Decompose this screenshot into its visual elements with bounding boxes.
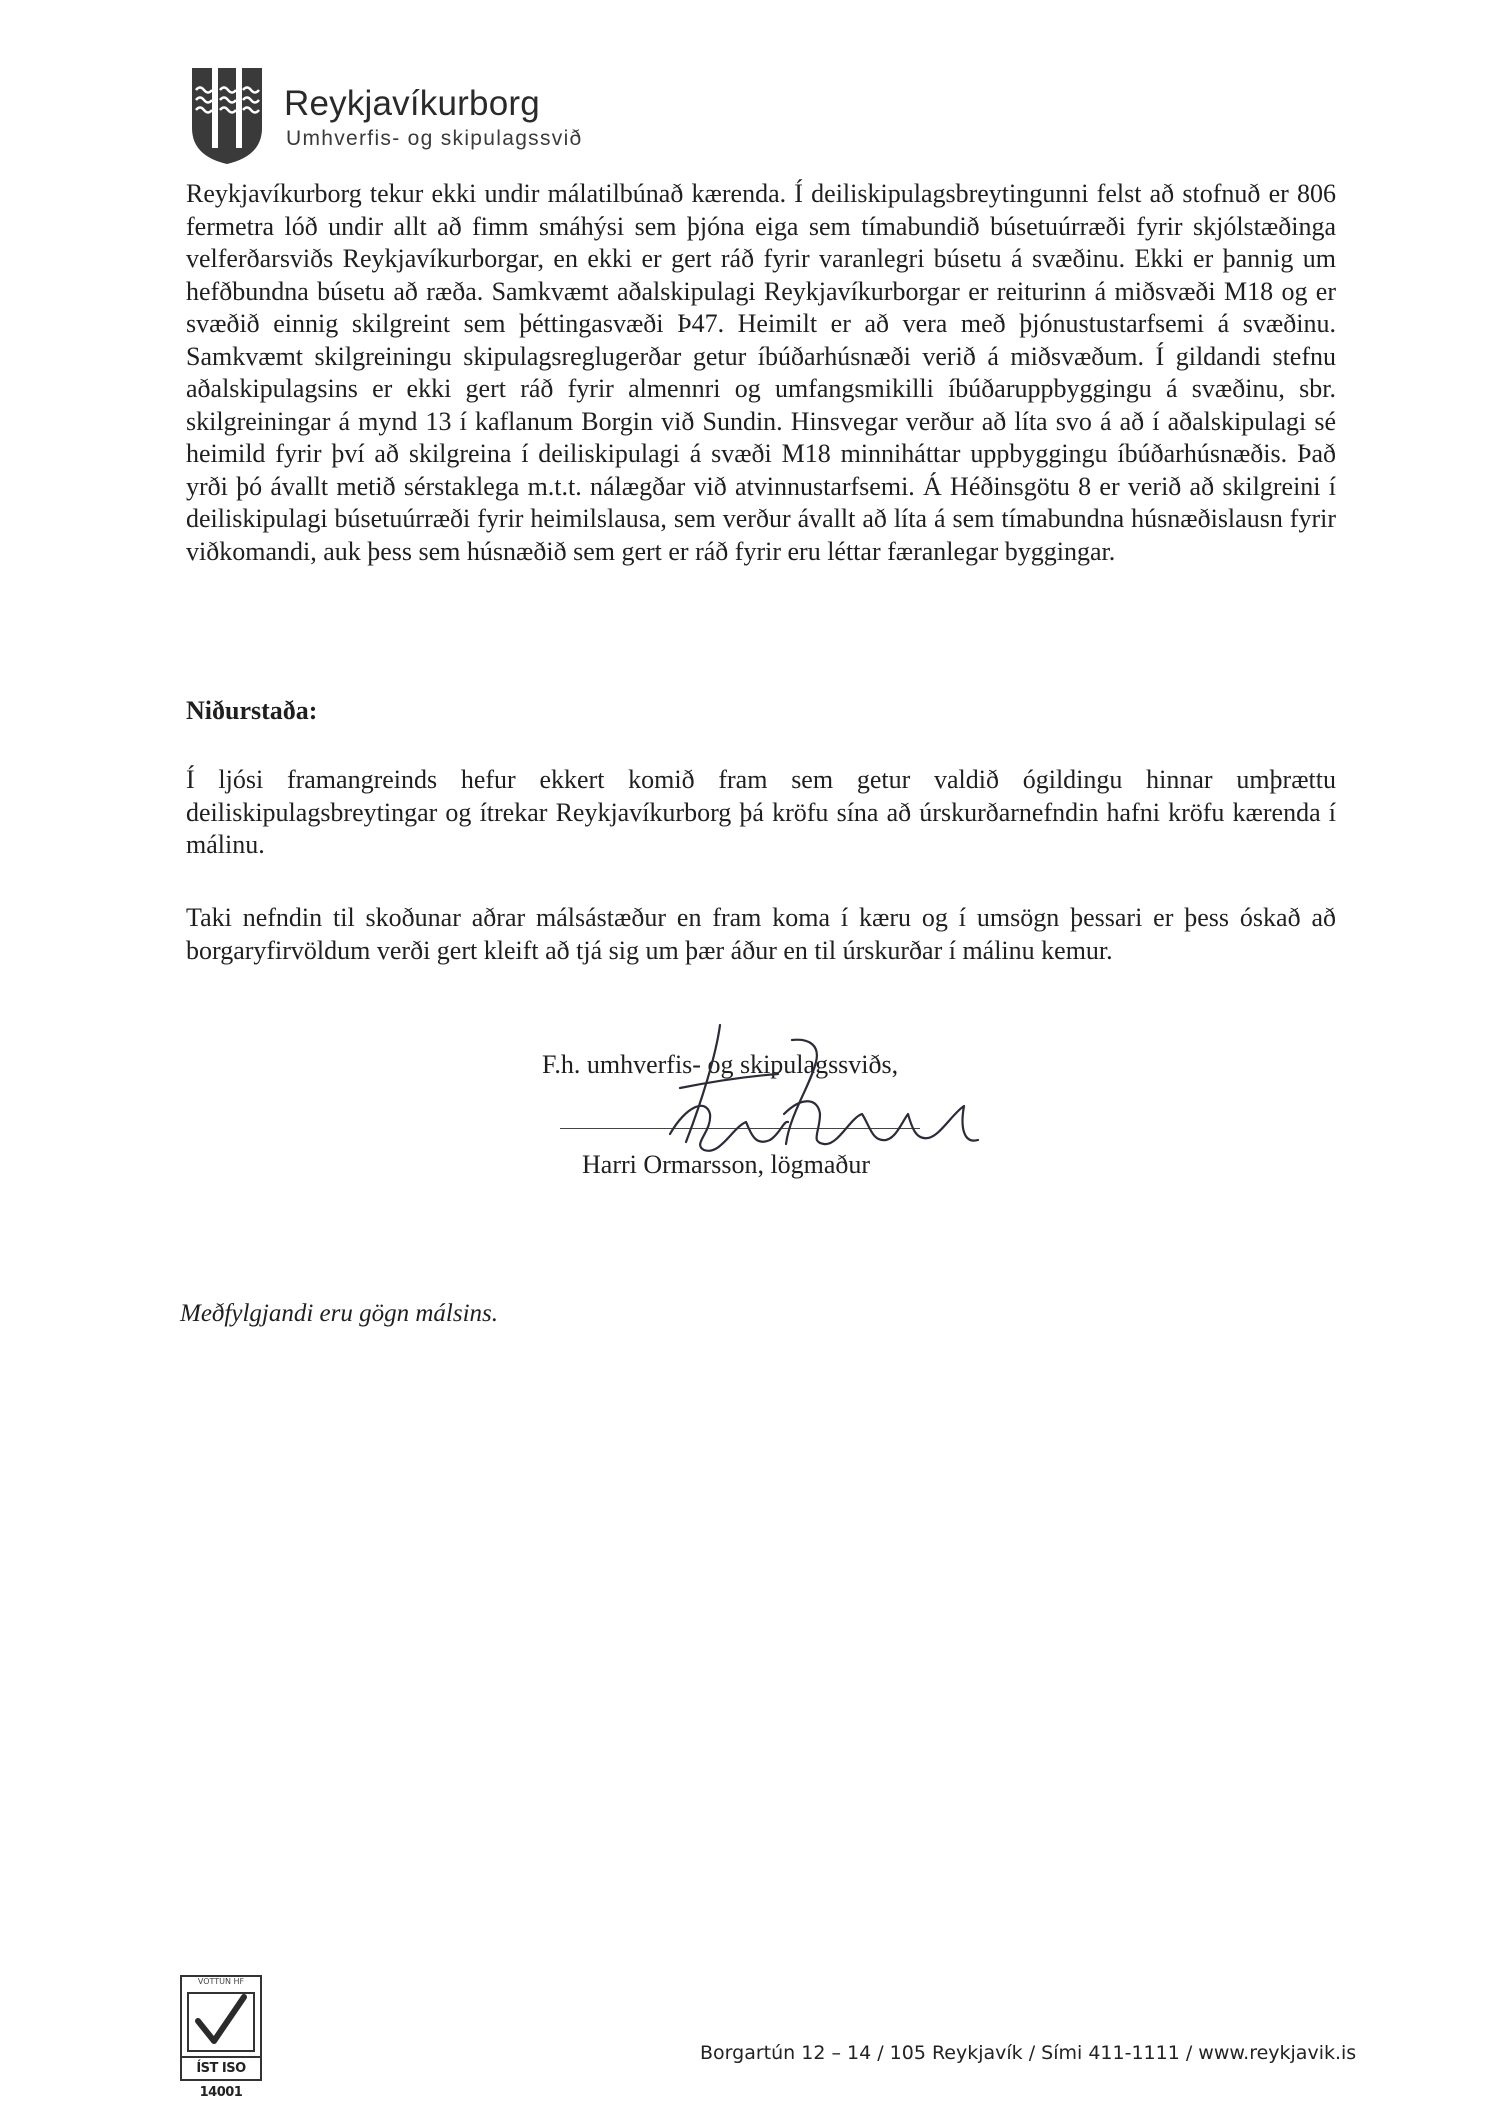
iso-badge-label: ÍST ISO 14001 bbox=[196, 2061, 246, 2100]
signature-line bbox=[560, 1128, 920, 1129]
iso-certification-badge bbox=[180, 1975, 262, 2100]
body-paragraph-1: Reykjavíkurborg tekur ekki undir málatilbúnað kærenda. Í deiliskipulagsbreytingunni felst að stofnuð er 806 fermetra lóð undir allt að fimm smáhýsi sem þjóna eiga sem tímabundið búsetuúrræði fyrir skjólstæðinga velferðarsviðs Reykjavíkurborgar, en ekki er gert ráð fyrir varanlegri búsetu á svæðinu. Ekki er þannig um hefðbundna búsetu að ræða. Samkvæmt aðalskipulagi Reykjavíkurborgar er reiturinn á miðsvæði M18 og er svæðið einnig skilgreint sem þéttingasvæði Þ47. Heimilt er að vera með þjónustustarfsemi á svæðinu. Samkvæmt skilgreiningu skipulagsreglugerðar getur íbúðarhúsnæði verið á miðsvæðum. Í gildandi stefnu aðalskipulagsins er ekki gert ráð fyrir almennri og umfangsmikilli íbúðaruppbyggingu á svæðinu, sbr. skilgreiningar á mynd 13 í kaflanum Borgin við Sundin. Hinsvegar verður að líta svo á að í aðalskipulagi sé heimild fyrir því að skilgreina í deiliskipulagi á svæði M18 minniháttar uppbyggingu íbúðarhúsnæðis. Það yrði þó ávallt metið sérstaklega m.t.t. nálægðar við atvinnustarfsemi. Á Héðinsgötu 8 er verið að skilgreini í deiliskipulagi búsetuúrræði fyrir heimilslausa, sem verður ávallt að líta á sem tímabundna húsnæðislausn fyrir viðkomandi, auk þess sem húsnæðið sem gert er ráð fyrir eru léttar færanlegar byggingar. bbox=[186, 179, 1336, 566]
body-paragraph-2: Í ljósi framangreinds hefur ekkert komið fram sem getur valdið ógildingu hinnar umþrættu deiliskipulagsbreytingar og ítrekar Reykjavíkurborg þá kröfu sína að úrskurðarnefndin hafni kröfu kærenda í málinu. bbox=[186, 765, 1336, 859]
org-name: Reykjavíkurborg bbox=[284, 84, 540, 123]
signature-block bbox=[520, 1010, 1080, 1210]
iso-badge-top-label: VOTTUN HF bbox=[197, 1977, 245, 1986]
handwritten-signature bbox=[520, 1010, 1080, 1210]
body-paragraph-3: Taki nefndin til skoðunar aðrar málsástæður en fram koma í kæru og í umsögn þessari er þess óskað að borgaryfirvöldum verði gert kleift að tjá sig um þær áður en til úrskurðar í málinu kemur. bbox=[186, 903, 1336, 965]
enclosure-note: Meðfylgjandi eru gögn málsins. bbox=[180, 1300, 499, 1327]
footer-address: Borgartún 12 – 14 / 105 Reykjavík / Sími 411-1111 / www.reykjavik.is bbox=[700, 2042, 1357, 2064]
signature-on-behalf: F.h. umhverfis- og skipulagssviðs, bbox=[542, 1050, 899, 1079]
conclusion-heading: Niðurstaða: bbox=[186, 696, 318, 725]
department-name: Umhverfis- og skipulagssvið bbox=[286, 127, 583, 150]
signatory-name: Harri Ormarsson, lögmaður bbox=[582, 1150, 871, 1179]
reykjavik-crest-icon bbox=[190, 66, 264, 166]
